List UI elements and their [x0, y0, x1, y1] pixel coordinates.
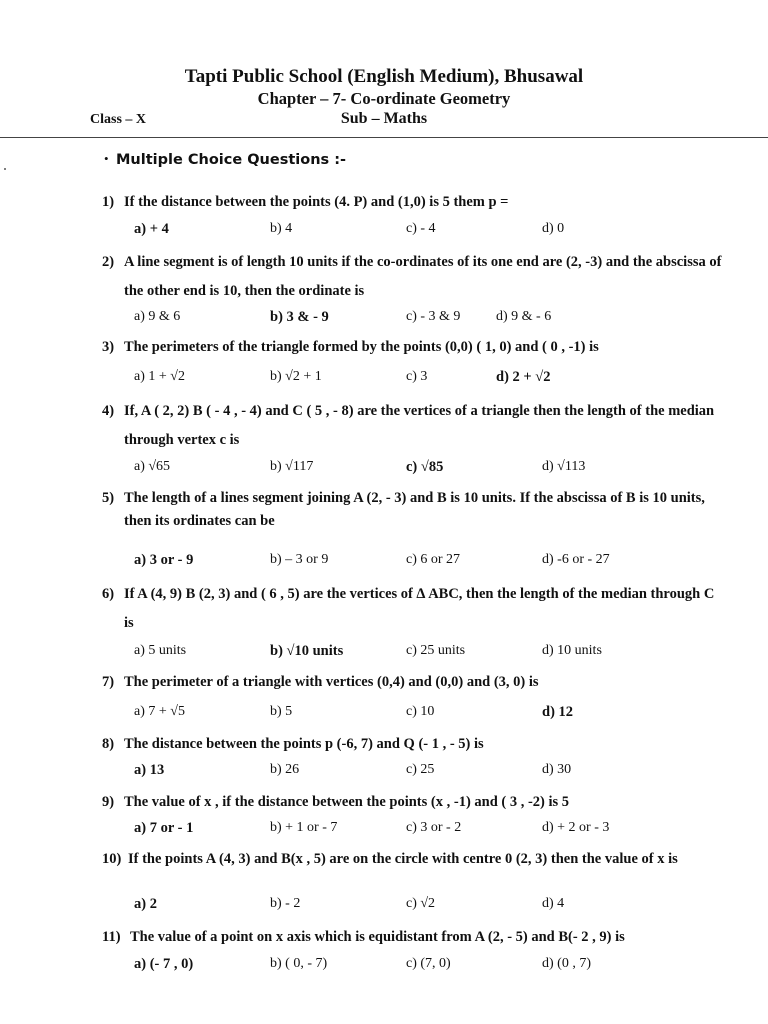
q5-option-b: b) – 3 or 9	[270, 552, 329, 567]
q3-option-b: b) √2 + 1	[270, 369, 322, 384]
margin-mark	[4, 168, 6, 170]
q6-option-c: c) 25 units	[406, 643, 466, 658]
q10-option-d: d) 4	[542, 896, 565, 911]
question-text: If, A ( 2, 2) B ( - 4 , - 4) and C ( 5 , - 8) are the vertices of a triangle then the length of the median through vertex c is	[124, 403, 715, 448]
q5-option-c: c) 6 or 27	[406, 552, 461, 567]
q2-option-b: b) 3 & - 9	[270, 309, 329, 325]
q10-option-a: a) 2	[134, 896, 157, 912]
q10-option-b: b) - 2	[270, 896, 301, 911]
subject-label: Sub – Maths	[340, 110, 428, 127]
question-text: The value of a point on x axis which is equidistant from A (2, - 5) and B(- 2 , 9) is	[130, 929, 625, 945]
question-number: 11)	[102, 929, 121, 945]
school-title: Tapti Public School (English Medium), Bhusawal	[184, 66, 584, 87]
question-text: The value of x , if the distance between the points (x , -1) and ( 3 , -2) is 5	[124, 794, 570, 810]
q3-option-d: d) 2 + √2	[496, 369, 551, 385]
question-text: A line segment is of length 10 units if the co-ordinates of its one end are (2, -3) and the abscissa of the other end is 10, then the ordinate is	[124, 254, 722, 299]
q11-option-b: b) ( 0, - 7)	[270, 956, 328, 971]
q6-option-b: b) √10 units	[270, 643, 344, 659]
q3-option-a: a) 1 + √2	[134, 369, 185, 384]
question-number: 7)	[102, 674, 115, 690]
question-number: 10)	[102, 851, 122, 867]
question-text: If the distance between the points (4. P) and (1,0) is 5 them p =	[124, 194, 509, 210]
chapter-title: Chapter – 7- Co-ordinate Geometry	[257, 89, 511, 108]
q1-option-a: a) + 4	[134, 221, 169, 237]
question-number: 5)	[102, 490, 115, 506]
question-text: The perimeters of the triangle formed by the points (0,0) ( 1, 0) and ( 0 , -1) is	[124, 339, 599, 355]
question-number: 9)	[102, 794, 115, 810]
q8-option-c: c) 25	[406, 762, 435, 777]
q3-option-c: c) 3	[406, 369, 428, 384]
q7-option-c: c) 10	[406, 704, 435, 719]
q8-option-b: b) 26	[270, 762, 300, 777]
section-heading: Multiple Choice Questions :-	[116, 152, 347, 168]
q1-option-c: c) - 4	[406, 221, 436, 236]
bullet-icon: •	[104, 151, 109, 166]
question-number: 2)	[102, 254, 115, 270]
q11-option-a: a) (- 7 , 0)	[134, 956, 194, 972]
q9-option-a: a) 7 or - 1	[134, 820, 194, 836]
question-number: 8)	[102, 736, 115, 752]
q2-option-d: d) 9 & - 6	[496, 309, 552, 324]
q8-option-d: d) 30	[542, 762, 572, 777]
q7-option-d: d) 12	[542, 704, 574, 720]
q5-option-d: d) -6 or - 27	[542, 552, 610, 567]
question-text: The perimeter of a triangle with vertices (0,4) and (0,0) and (3, 0) is	[124, 674, 539, 690]
q11-option-d: d) (0 , 7)	[542, 956, 591, 971]
q2-option-a: a) 9 & 6	[134, 309, 181, 324]
q4-option-d: d) √113	[542, 459, 586, 474]
question-number: 6)	[102, 586, 115, 602]
header-divider	[0, 137, 768, 138]
q6-option-d: d) 10 units	[542, 643, 602, 658]
q1-option-d: d) 0	[542, 221, 565, 236]
q7-option-b: b) 5	[270, 704, 293, 719]
question-text: If the points A (4, 3) and B(x , 5) are on the circle with centre 0 (2, 3) then the value of x is	[128, 851, 678, 867]
q4-option-c: c) √85	[406, 459, 444, 475]
q9-option-b: b) + 1 or - 7	[270, 820, 338, 835]
q4-option-a: a) √65	[134, 459, 171, 474]
q5-option-a: a) 3 or - 9	[134, 552, 194, 568]
q9-option-d: d) + 2 or - 3	[542, 820, 610, 835]
q6-option-a: a) 5 units	[134, 643, 187, 658]
q10-option-c: c) √2	[406, 896, 436, 911]
class-label: Class – X	[90, 112, 147, 127]
question-text: If A (4, 9) B (2, 3) and ( 6 , 5) are the vertices of ∆ ABC, then the length of the median through C is	[124, 586, 715, 631]
q2-option-c: c) - 3 & 9	[406, 309, 461, 324]
q7-option-a: a) 7 + √5	[134, 704, 185, 719]
q11-option-c: c) (7, 0)	[406, 956, 451, 971]
q8-option-a: a) 13	[134, 762, 165, 778]
question-text: The length of a lines segment joining A (2, - 3) and B is 10 units. If the abscissa of B is 10 units, then its ordinates can be	[124, 490, 705, 529]
q1-option-b: b) 4	[270, 221, 293, 236]
question-text: The distance between the points p (-6, 7) and Q (- 1 , - 5) is	[124, 736, 484, 752]
question-number: 4)	[102, 403, 115, 419]
question-number: 3)	[102, 339, 115, 355]
question-number: 1)	[102, 194, 115, 210]
q4-option-b: b) √117	[270, 459, 314, 474]
q9-option-c: c) 3 or - 2	[406, 820, 462, 835]
